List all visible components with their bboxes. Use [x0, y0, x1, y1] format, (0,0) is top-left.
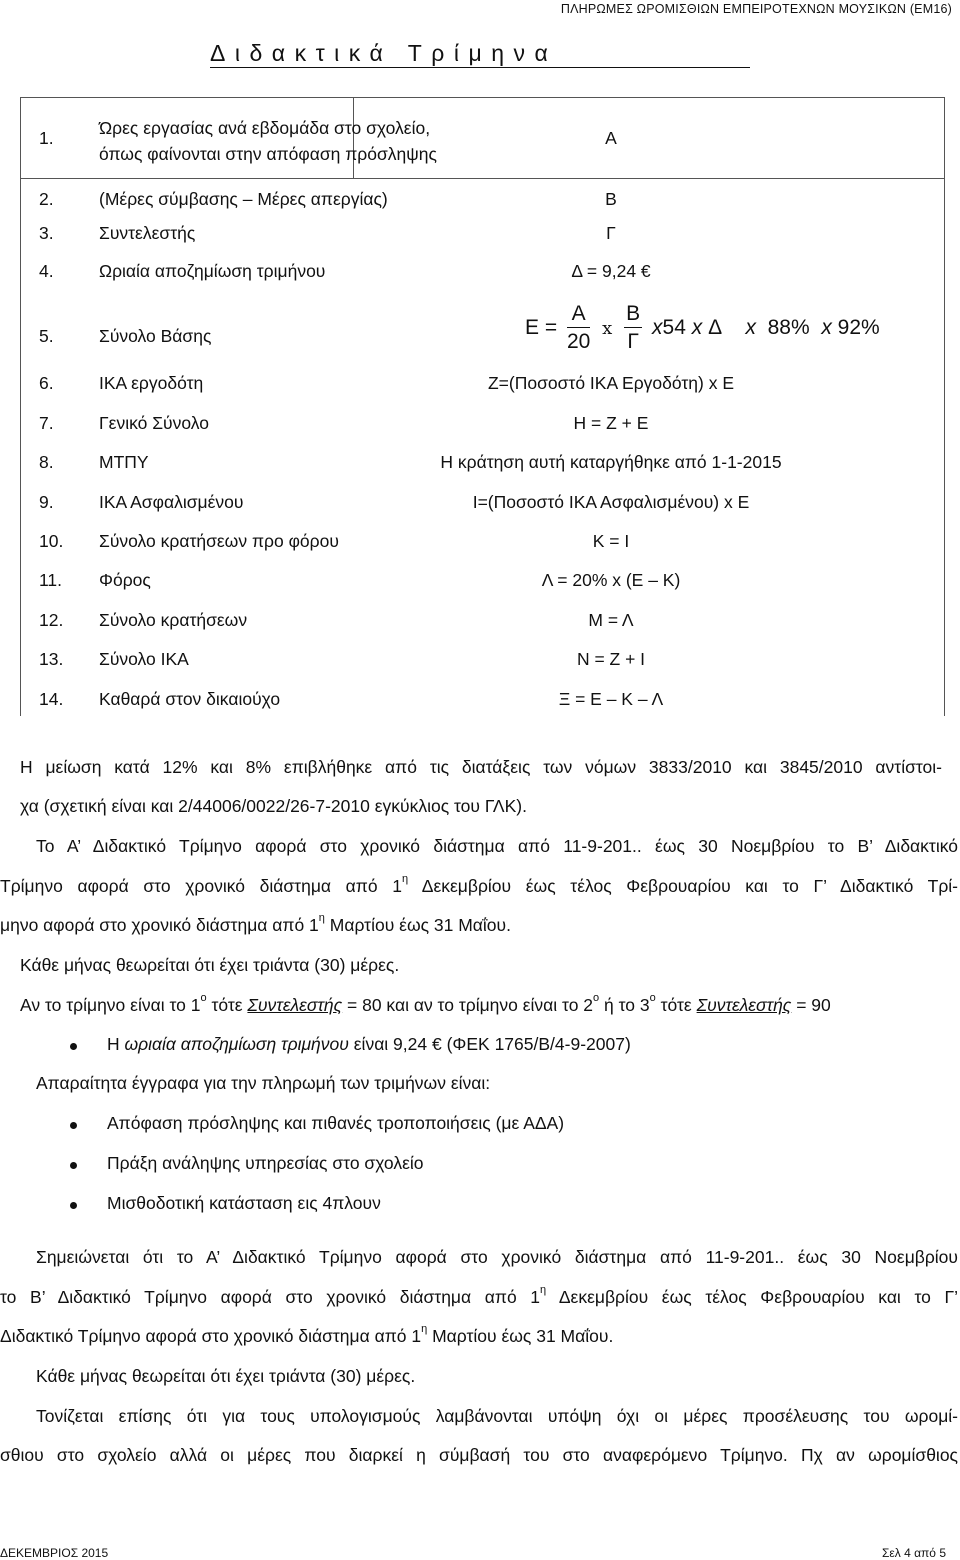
table-row	[21, 299, 944, 361]
calculation-table	[20, 97, 945, 716]
row-number: 14.	[39, 688, 64, 709]
row-label: (Μέρες σύμβασης – Μέρες απεργίας)	[99, 189, 388, 209]
base-formula: Ε = $\frac{A}{20}$ x $\frac{B}{\Gamma}$ x54 x Δ x 88% x 92%	[525, 301, 880, 353]
paragraph-month-days: Κάθε μήνας θεωρείται ότι έχει τριάντα (30) μέρες.	[20, 955, 400, 975]
row-value: Ζ=(Ποσοστό ΙΚΑ Εργοδότη) x Ε	[487, 372, 734, 393]
bullet-icon	[70, 1043, 77, 1050]
table-row	[21, 480, 944, 519]
row-number: 11.	[39, 570, 63, 591]
row-number: 7.	[39, 412, 54, 433]
table-row	[21, 558, 944, 597]
table-row	[21, 637, 944, 676]
table-row	[21, 361, 944, 401]
document-item: Πράξη ανάληψης υπηρεσίας στο σχολείο	[107, 1153, 424, 1173]
row-value: Η = Ζ + Ε	[573, 412, 649, 433]
row-number: 8.	[39, 452, 54, 473]
row-number: 9.	[39, 491, 54, 512]
row-label: Ώρες εργασίας ανά εβδομάδα στο σχολείο, όπως φαίνονται στην απόφαση πρόσληψης	[99, 118, 437, 164]
row-label: Συντελεστής	[99, 223, 196, 243]
bullet-hourly-rate: Η ωριαία αποζημίωση τριμήνου είναι 9,24 € (ΦΕΚ 1765/Β/4-9-2007)	[107, 1034, 631, 1054]
table-row	[21, 598, 944, 637]
document-item: Απόφαση πρόσληψης και πιθανές τροποποιήσεις (με ΑΔΑ)	[107, 1113, 565, 1133]
bullet-icon	[70, 1122, 77, 1129]
paragraph-coefficient: Αν το τρίμηνο είναι το $1^o$ τότε Συντελεστής = 80 και αν το τρίμηνο είναι το $2^o$ ή το $3^o$ τότε Συντελεστής = 90	[20, 992, 831, 1015]
paragraph-note-line2: το Β’ Διδακτικό Τρίμηνο αφορά στο χρονικό διάστημα από $1^\eta$ Δεκεμβρίου έως τέλος Φεβρουαρίου και το Γ’	[0, 1284, 958, 1307]
row-number: 4.	[39, 261, 54, 282]
row-number: 3.	[39, 223, 54, 243]
paragraph-note-line1: Σημειώνεται ότι το Α’ Διδακτικό Τρίμηνο αφορά στο χρονικό διάστημα από 11-9-201.. έως 30 Νοεμβρίου	[36, 1247, 958, 1267]
row-label: Σύνολο ΙΚΑ	[99, 649, 189, 670]
document-title: Διδακτικά Τρίμηνα	[210, 40, 750, 68]
row-label: Φόρος	[99, 570, 151, 591]
row-number: 5.	[39, 325, 54, 346]
row-number: 6.	[39, 372, 54, 393]
table-row	[21, 677, 944, 716]
table-row	[21, 220, 944, 259]
row-number: 12.	[39, 609, 64, 630]
row-number: 1.	[39, 128, 54, 148]
row-number: 10.	[39, 530, 64, 551]
bullet-icon	[70, 1162, 77, 1169]
row-value: Γ	[606, 223, 616, 243]
documents-heading: Απαραίτητα έγγραφα για την πληρωμή των τριμήνων είναι:	[36, 1073, 491, 1093]
table-row	[21, 519, 944, 558]
row-value: Ν = Ζ + Ι	[576, 649, 646, 670]
row-value: Δ = 9,24 €	[571, 261, 651, 282]
document-item: Μισθοδοτική κατάσταση εις 4πλουν	[107, 1193, 381, 1213]
table-row	[21, 179, 944, 220]
paragraph-emphasis-line2: σθιου στο σχολείο αλλά οι μέρες που διαρκεί η σύμβασή του στο αναφερόμενο Τρίμηνο. Πχ αν ωρομίσθιος	[0, 1445, 958, 1465]
footer-date: ΔΕΚΕΜΒΡΙΟΣ 2015	[0, 1546, 109, 1560]
row-label: Καθαρά στον δικαιούχο	[99, 688, 281, 709]
paragraph-emphasis-line1: Τονίζεται επίσης ότι για τους υπολογισμούς λαμβάνονται υπόψη όχι οι μέρες προσέλευσης του ωρομί-	[36, 1406, 958, 1426]
row-label: Σύνολο κρατήσεων	[99, 609, 248, 630]
row-label: Γενικό Σύνολο	[99, 412, 209, 433]
row-value: Ξ = Ε – Κ – Λ	[558, 688, 664, 709]
row-label: ΜΤΠΥ	[99, 452, 149, 473]
row-value: Ι=(Ποσοστό ΙΚΑ Ασφαλισμένου) x Ε	[472, 491, 750, 512]
row-label: Σύνολο Βάσης	[99, 325, 212, 346]
row-value: Β	[605, 189, 617, 209]
paragraph-reduction-line2: χα (σχετική είναι και 2/44006/0022/26-7-2010 εγκύκλιος του ΓΛΚ).	[20, 796, 527, 816]
row-value: Α	[605, 128, 617, 148]
row-label: Ωριαία αποζημίωση τριμήνου	[99, 261, 326, 282]
paragraph-reduction-line1: Η μείωση κατά 12% και 8% επιβλήθηκε από τις διατάξεις των νόμων 3833/2010 και 3845/2010 αντίστοι-	[20, 757, 942, 777]
row-value: Κ = Ι	[592, 530, 630, 551]
table-row	[21, 98, 944, 179]
row-label: ΙΚΑ εργοδότη	[99, 372, 204, 393]
row-number: 2.	[39, 189, 54, 209]
paragraph-note-line3: Διδακτικό Τρίμηνο αφορά στο χρονικό διάστημα από $1^\eta$ Μαρτίου έως 31 Μαΐου.	[0, 1323, 614, 1346]
row-label: ΙΚΑ Ασφαλισμένου	[99, 491, 244, 512]
table-row	[21, 440, 944, 479]
bullet-icon	[70, 1202, 77, 1209]
paragraph-month-days-2: Κάθε μήνας θεωρείται ότι έχει τριάντα (30) μέρες.	[36, 1366, 416, 1386]
table-row	[21, 401, 944, 440]
paragraph-trimesters-line1: Το Α’ Διδακτικό Τρίμηνο αφορά στο χρονικό διάστημα από 11-9-201.. έως 30 Νοεμβρίου το Β’ Διδακτικό	[36, 836, 958, 856]
paragraph-trimesters-line3: μηνο αφορά στο χρονικό διάστημα από $1^\eta$ Μαρτίου έως 31 Μαΐου.	[0, 912, 511, 935]
row-value: Λ = 20% x (Ε – Κ)	[541, 570, 681, 591]
running-header: ΠΛΗΡΩΜΕΣ ΩΡΟΜΙΣΘΙΩΝ ΕΜΠΕΙΡΟΤΕΧΝΩΝ ΜΟΥΣΙΚΩΝ (ΕΜ16)	[560, 2, 952, 16]
row-value: Μ = Λ	[588, 609, 634, 630]
row-value: Η κράτηση αυτή καταργήθηκε από 1-1-2015	[440, 452, 782, 473]
row-number: 13.	[39, 649, 64, 670]
paragraph-trimesters-line2: Τρίμηνο αφορά στο χρονικό διάστημα από $1^\eta$ Δεκεμβρίου έως τέλος Φεβρουαρίου και το Γ’ Διδακτικό Τρί-	[0, 873, 958, 896]
footer-page-number: Σελ 4 από 5	[881, 1546, 946, 1560]
row-label: Σύνολο κρατήσεων προ φόρου	[99, 530, 339, 551]
table-row	[21, 259, 944, 298]
